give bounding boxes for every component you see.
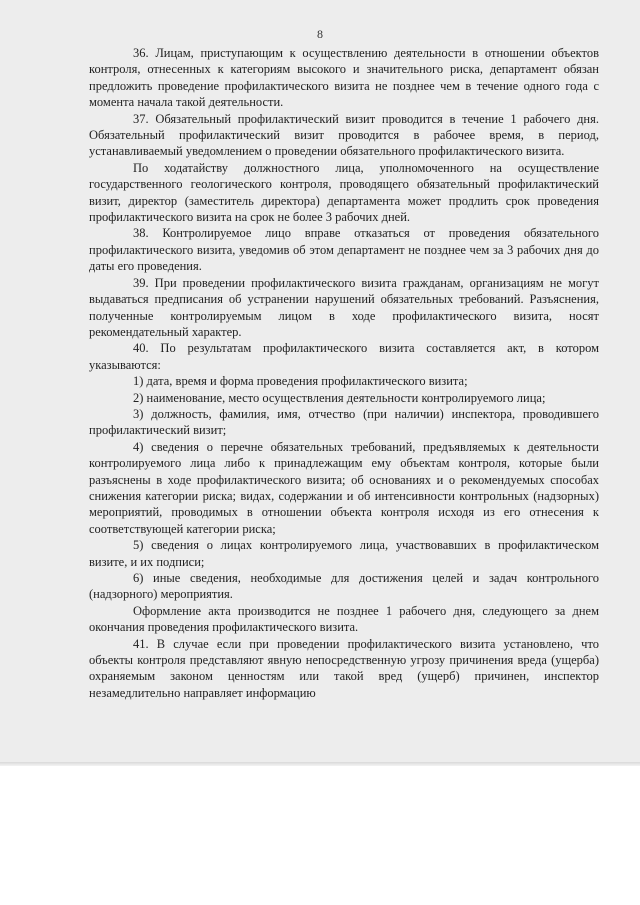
paragraph-36: 36. Лицам, приступающим к осуществлению деятельности в отношении объектов контроля, отнесенных к категориям высокого и значительного риска, департамент обязан предложить проведение профилактического визита не позднее чем в течение одного года с момента начала такой деятельности. [89,46,599,110]
page-number: 8 [317,27,323,41]
paragraph-40: 40. По результатам профилактического визита составляется акт, в котором указываются: [89,341,599,372]
list-item-1: 1) дата, время и форма проведения профилактического визита; [133,374,468,389]
paragraph-41: 41. В случае если при проведении профилактического визита установлено, что объекты контроля представляют явную непосредственную угрозу причинения вреда (ущерба) охраняемым законом ценностям или такой вред (ущерб) причинен, инспектор незамедлительно направляет информацию [89,636,599,700]
list-item-2: 2) наименование, место осуществления деятельности контролируемого лица; [133,390,546,405]
list-item-3: 3) должность, фамилия, имя, отчество (при наличии) инспектора, проводившего профилактический визит; [89,406,599,438]
act-deadline-paragraph: Оформление акта производится не позднее 1 рабочего дня, следующего за днем окончания проведения профилактического визита. [89,603,599,635]
paragraph-38: 38. Контролируемое лицо вправе отказаться от проведения обязательного профилактического визита, уведомив об этом департамент не позднее чем за 3 рабочих дня до даты его проведения. [89,226,599,274]
list-item-4: 4) сведения о перечне обязательных требований, предъявляемых к деятельности контролируемого лица либо к принадлежащим ему объектам контроля, которые были разъяснены в ходе профилактического визита; об основаниях и о рекомендуемых способах снижения категории риска; видах, содержании и об интенсивности контрольных (надзорных) мероприятий, проводимых в отношении объекта контроля исходя из его отнесения к соответствующей категории риска; [89,439,599,536]
scan-edge [0,762,640,766]
paragraph-37: 37. Обязательный профилактический визит проводится в течение 1 рабочего дня. Обязательный профилактический визит проводится в рабочее время, в период, устанавливаемый уведомлением о проведении обязательного профилактического визита. [89,111,599,159]
paragraph-37-extension: По ходатайству должностного лица, уполномоченного на осуществление государственного геологического контроля, проводящего обязательный профилактический визит, директор (заместитель директора) департамента может продлить срок проведения профилактического визита на срок не более 3 рабочих дней. [89,160,599,225]
document-body [89,45,599,701]
list-item-6: 6) иные сведения, необходимые для достижения целей и задач контрольного (надзорного) мероприятия. [89,571,599,602]
paragraph-39: 39. При проведении профилактического визита гражданам, организациям не могут выдаваться предписания об устранении нарушений обязательных требований. Разъяснения, полученные контролируемым лицом в ходе профилактического визита, носят рекомендательный характер. [89,275,599,339]
list-item-5: 5) сведения о лицах контролируемого лица, участвовавших в профилактическом визите, и их подписи; [89,538,599,569]
